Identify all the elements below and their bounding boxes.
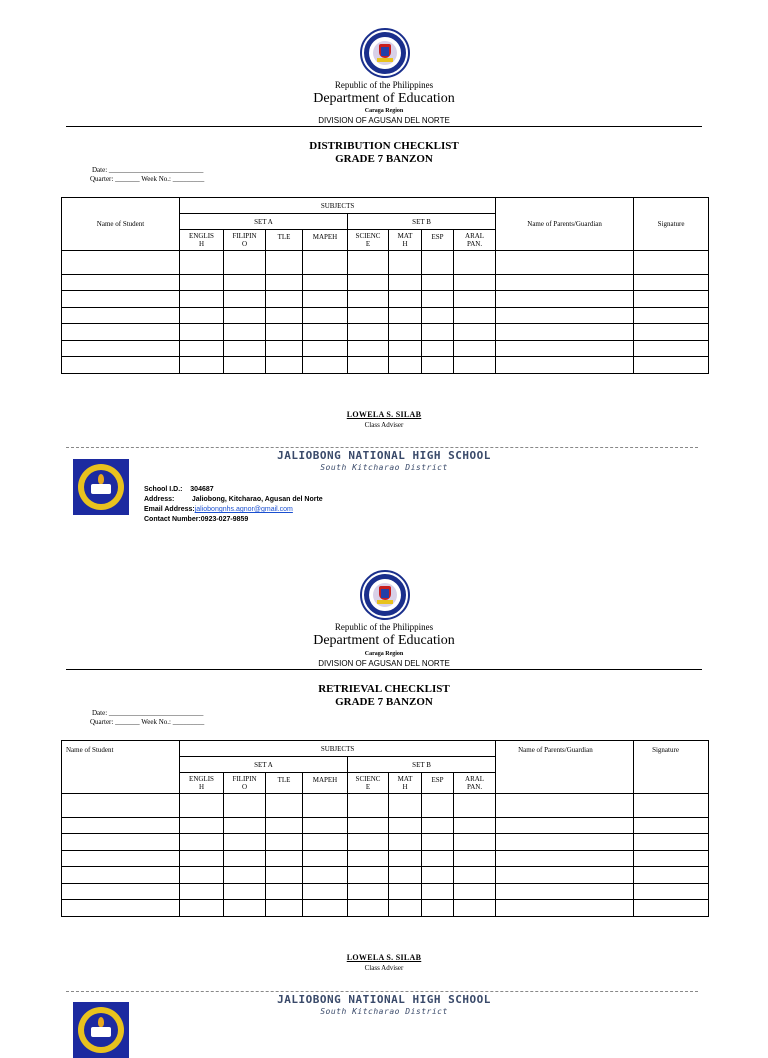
header-divider [66, 126, 702, 127]
adviser-position: Class Adviser [364, 964, 404, 972]
table-row[interactable] [62, 900, 709, 917]
school-district: South Kitcharao District [320, 1007, 448, 1016]
table-row[interactable] [62, 357, 709, 374]
table-row[interactable] [62, 251, 709, 275]
subject-header: MAT H [389, 773, 422, 794]
quarter-week-field[interactable]: Quarter: _______ Week No.: _________ [90, 175, 205, 183]
deped-seal-icon [360, 28, 410, 78]
school-name: JALIOBONG NATIONAL HIGH SCHOOL [277, 449, 491, 462]
subject-header: FILIPIN O [224, 230, 266, 251]
quarter-week-field[interactable]: Quarter: _______ Week No.: _________ [90, 718, 205, 726]
parent-header: Name of Parents/Guardian [496, 741, 634, 794]
school-logo-icon [73, 1002, 129, 1058]
subject-header: ENGLIS H [180, 773, 224, 794]
subject-header: ARAL PAN. [454, 230, 496, 251]
email-link[interactable]: jaliobongnhs.agnor@gmail.com [194, 506, 293, 513]
table-row[interactable] [62, 818, 709, 834]
footer-divider [66, 991, 698, 992]
table-row[interactable] [62, 851, 709, 867]
set-a-header: SET A [180, 757, 348, 773]
republic-text: Republic of the Philippines [334, 622, 434, 632]
distribution-table [61, 197, 709, 374]
subjects-header: SUBJECTS [180, 198, 496, 214]
subjects-header: SUBJECTS [180, 741, 496, 757]
department-title: Department of Education [313, 91, 455, 106]
school-info: School I.D.: 304687 Address: Jaliobong, Kitcharao, Agusan del Norte Email Address:jaliobongnhs.agnor@gmail.com Contact Number:0923-027-9859 [144, 486, 323, 523]
table-row[interactable] [62, 834, 709, 851]
subject-header: ARAL PAN. [454, 773, 496, 794]
subject-header: SCIENC E [348, 230, 389, 251]
table-row[interactable] [62, 794, 709, 818]
table-row[interactable] [62, 867, 709, 884]
date-field[interactable]: Date: ___________________________ [92, 166, 204, 174]
table-row[interactable] [62, 291, 709, 308]
set-a-header: SET A [180, 214, 348, 230]
region-text: Caraga Region [364, 108, 404, 114]
subject-header: MAT H [389, 230, 422, 251]
division-text: DIVISION OF AGUSAN DEL NORTE [318, 116, 450, 125]
subject-header: MAPEH [303, 773, 348, 794]
adviser-name: LOWELA S. SILAB [346, 410, 422, 419]
header-divider [66, 669, 702, 670]
retrieval-table [61, 740, 709, 917]
republic-text: Republic of the Philippines [334, 80, 434, 90]
grade-title: GRADE 7 BANZON [335, 153, 433, 165]
subject-header: FILIPIN O [224, 773, 266, 794]
school-logo-icon [73, 459, 129, 515]
table-row[interactable] [62, 308, 709, 324]
division-text: DIVISION OF AGUSAN DEL NORTE [318, 659, 450, 668]
table-row[interactable] [62, 275, 709, 291]
school-name: JALIOBONG NATIONAL HIGH SCHOOL [277, 993, 491, 1006]
parent-header: Name of Parents/Guardian [496, 198, 634, 251]
region-text: Caraga Region [364, 651, 404, 657]
subject-header: MAPEH [303, 230, 348, 251]
signature-header: Signature [634, 198, 709, 251]
subject-header: SCIENC E [348, 773, 389, 794]
subject-header: ESP [422, 773, 454, 794]
adviser-position: Class Adviser [364, 421, 404, 429]
set-b-header: SET B [348, 757, 496, 773]
footer-divider [66, 447, 698, 448]
deped-seal-icon [360, 570, 410, 620]
adviser-name: LOWELA S. SILAB [346, 953, 422, 962]
checklist-title: RETRIEVAL CHECKLIST [318, 683, 450, 695]
grade-title: GRADE 7 BANZON [335, 696, 433, 708]
table-row[interactable] [62, 884, 709, 900]
name-student-header: Name of Student [62, 741, 180, 794]
subject-header: TLE [266, 230, 303, 251]
table-row[interactable] [62, 324, 709, 341]
signature-header: Signature [634, 741, 709, 794]
date-field[interactable]: Date: ___________________________ [92, 709, 204, 717]
school-district: South Kitcharao District [320, 463, 448, 472]
name-student-header: Name of Student [62, 198, 180, 251]
subject-header: ESP [422, 230, 454, 251]
subject-header: TLE [266, 773, 303, 794]
department-title: Department of Education [313, 633, 455, 648]
table-row[interactable] [62, 341, 709, 357]
checklist-title: DISTRIBUTION CHECKLIST [309, 140, 459, 152]
subject-header: ENGLIS H [180, 230, 224, 251]
set-b-header: SET B [348, 214, 496, 230]
